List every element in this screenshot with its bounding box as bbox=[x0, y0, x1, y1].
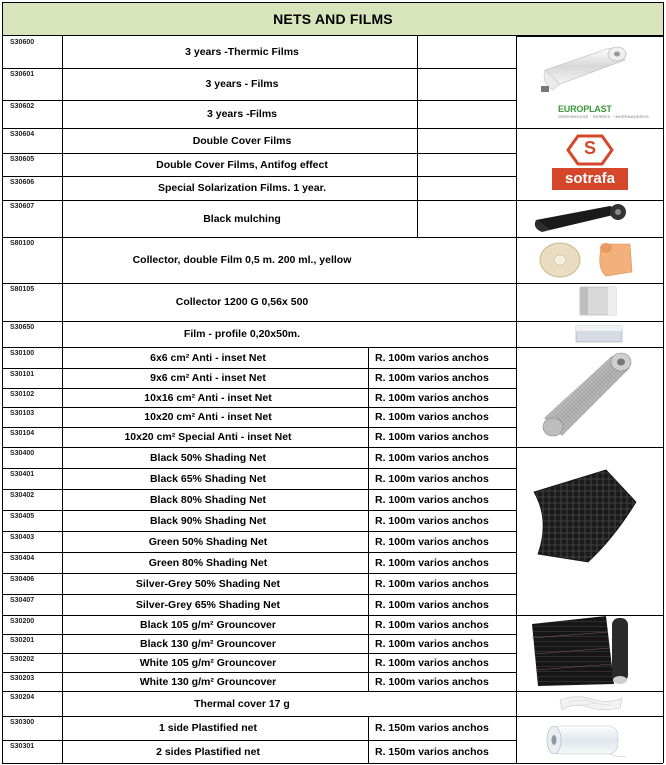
roll-size: R. 100m varios anchos bbox=[375, 493, 489, 506]
film-profile-image bbox=[574, 323, 626, 345]
groundcover-image bbox=[528, 614, 634, 688]
product-description: Black 80% Shading Net bbox=[149, 493, 267, 506]
roll-size: R. 100m varios anchos bbox=[375, 391, 489, 404]
grid-line bbox=[2, 321, 516, 322]
grid-line bbox=[2, 128, 516, 129]
collector-roll-image bbox=[574, 285, 624, 317]
product-description: Black 90% Shading Net bbox=[149, 514, 267, 527]
grid-line bbox=[2, 283, 516, 284]
grid-line bbox=[62, 36, 63, 763]
roll-size: R. 100m varios anchos bbox=[375, 535, 489, 548]
product-description: Film - profile 0,20x50m. bbox=[183, 328, 301, 340]
grid-line bbox=[2, 716, 516, 717]
roll-size: R. 100m varios anchos bbox=[375, 411, 489, 423]
grid-line bbox=[516, 36, 517, 763]
grid-line bbox=[2, 594, 516, 595]
product-code: S30402 bbox=[10, 492, 35, 499]
europlast-logo-text: EUROPLAST bbox=[558, 104, 612, 114]
roll-size: R. 100m varios anchos bbox=[375, 431, 489, 443]
grid-line bbox=[2, 552, 516, 553]
grid-line bbox=[2, 68, 516, 69]
grid-line bbox=[2, 153, 516, 154]
grid-line bbox=[368, 347, 369, 691]
grid-line bbox=[2, 573, 516, 574]
europlast-logo-sub: GREENHOUSE · SERRES · INVERNADEROS bbox=[558, 114, 649, 119]
grid-line bbox=[2, 468, 516, 469]
grid-line bbox=[2, 237, 516, 238]
product-description: Black 105 g/m² Grouncover bbox=[140, 618, 276, 631]
grid-line bbox=[2, 531, 516, 532]
product-description: 2 sides Plastified net bbox=[156, 745, 260, 758]
product-code: S30606 bbox=[10, 179, 35, 186]
shading-net-image bbox=[528, 458, 640, 570]
grid-line bbox=[2, 489, 516, 490]
film-roll-image bbox=[525, 40, 635, 98]
product-code: S30103 bbox=[10, 410, 35, 417]
grid-line bbox=[2, 763, 663, 764]
page-title-text: NETS AND FILMS bbox=[273, 11, 393, 27]
roll-size: R. 100m varios anchos bbox=[375, 598, 489, 611]
product-code: S30403 bbox=[10, 534, 35, 541]
grid-line bbox=[2, 36, 3, 763]
anti-insect-net-roll-image bbox=[530, 350, 636, 444]
grid-line bbox=[2, 176, 516, 177]
grid-line bbox=[2, 368, 516, 369]
product-description: Black 65% Shading Net bbox=[149, 472, 267, 485]
grid-line bbox=[2, 427, 516, 428]
product-code: S30102 bbox=[10, 391, 35, 398]
product-code: S30204 bbox=[10, 694, 35, 701]
product-code: S30201 bbox=[10, 637, 35, 644]
product-description: White 105 g/m² Grouncover bbox=[139, 656, 277, 669]
grid-line bbox=[2, 634, 516, 635]
sotrafa-mark: S bbox=[583, 138, 596, 158]
product-description: White 130 g/m² Grouncover bbox=[139, 675, 277, 688]
product-description: Double Cover Films, Antifog effect bbox=[156, 158, 328, 171]
grid-line bbox=[2, 447, 516, 448]
product-description: 9x6 cm² Anti - inset Net bbox=[150, 372, 266, 384]
product-code: S30100 bbox=[10, 350, 35, 357]
collector-rolls-image bbox=[536, 238, 636, 280]
grid-line bbox=[2, 740, 516, 741]
product-code: S30600 bbox=[10, 39, 35, 46]
product-description: 10x20 cm² Anti - inset Net bbox=[144, 411, 272, 423]
product-code: S30604 bbox=[10, 131, 35, 138]
product-code: S30406 bbox=[10, 576, 35, 583]
grid-line bbox=[516, 36, 663, 37]
product-code: S80100 bbox=[10, 240, 35, 247]
grid-line bbox=[417, 36, 418, 237]
roll-size: R. 100m varios anchos bbox=[375, 351, 489, 364]
plastified-net-roll-image bbox=[540, 720, 630, 762]
sotrafa-logo bbox=[552, 132, 628, 196]
grid-line bbox=[2, 100, 516, 101]
grid-line bbox=[2, 672, 516, 673]
grid-line bbox=[2, 510, 516, 511]
table-row bbox=[2, 573, 664, 594]
product-description: 1 side Plastified net bbox=[158, 722, 258, 734]
grid-line bbox=[516, 347, 663, 348]
product-description: Special Solarization Films. 1 year. bbox=[157, 182, 327, 194]
product-code: S30407 bbox=[10, 597, 35, 604]
product-description: Double Cover Films bbox=[192, 134, 292, 147]
roll-size: R. 100m varios anchos bbox=[375, 637, 489, 650]
product-code: S30300 bbox=[10, 719, 35, 726]
product-description: 10x16 cm² Anti - inset Net bbox=[144, 391, 272, 404]
grid-line bbox=[516, 321, 663, 322]
product-code: S30203 bbox=[10, 675, 35, 682]
roll-size: R. 150m varios anchos bbox=[375, 722, 489, 734]
product-description: Black 130 g/m² Grouncover bbox=[140, 637, 276, 650]
table-row bbox=[2, 594, 664, 615]
product-description: Collector, double Film 0,5 m. 200 ml., yellow bbox=[132, 254, 352, 266]
grid-line bbox=[516, 283, 663, 284]
product-code: S80105 bbox=[10, 286, 35, 293]
product-code: S30401 bbox=[10, 471, 35, 478]
product-description: Green 80% Shading Net bbox=[148, 556, 268, 569]
grid-line bbox=[2, 653, 516, 654]
roll-size: R. 100m varios anchos bbox=[375, 514, 489, 527]
product-description: 3 years -Films bbox=[206, 108, 278, 120]
grid-line bbox=[2, 407, 516, 408]
product-description: Silver-Grey 50% Shading Net bbox=[135, 577, 281, 590]
grid-line bbox=[2, 615, 516, 616]
product-description: Black mulching bbox=[203, 212, 281, 225]
product-code: S30602 bbox=[10, 103, 35, 110]
roll-size: R. 100m varios anchos bbox=[375, 472, 489, 485]
grid-line bbox=[516, 128, 663, 129]
product-code: S30200 bbox=[10, 618, 35, 625]
table-row bbox=[2, 283, 664, 321]
product-code: S30605 bbox=[10, 156, 35, 163]
product-description: 10x20 cm² Special Anti - inset Net bbox=[124, 431, 292, 443]
product-description: Collector 1200 G 0,56x 500 bbox=[175, 296, 309, 308]
grid-line bbox=[2, 347, 516, 348]
product-code: S30104 bbox=[10, 430, 35, 437]
product-code: S30101 bbox=[10, 371, 35, 378]
roll-size: R. 100m varios anchos bbox=[375, 577, 489, 590]
grid-line bbox=[368, 716, 369, 763]
sotrafa-wordmark: sotrafa bbox=[552, 168, 628, 190]
product-code: S30405 bbox=[10, 513, 35, 520]
black-mulching-roll-image bbox=[530, 200, 636, 234]
product-description: Silver-Grey 65% Shading Net bbox=[135, 598, 281, 611]
grid-line bbox=[663, 36, 664, 763]
product-description: 3 years - Films bbox=[205, 78, 279, 90]
grid-line bbox=[2, 388, 516, 389]
product-code: S30650 bbox=[10, 324, 35, 331]
grid-line bbox=[516, 447, 663, 448]
roll-size: R. 100m varios anchos bbox=[375, 556, 489, 569]
table-row bbox=[2, 321, 664, 347]
grid-line bbox=[516, 716, 663, 717]
product-description: 6x6 cm² Anti - inset Net bbox=[150, 351, 266, 364]
product-code: S30404 bbox=[10, 555, 35, 562]
roll-size: R. 100m varios anchos bbox=[375, 451, 489, 464]
roll-size: R. 150m varios anchos bbox=[375, 745, 489, 758]
roll-size: R. 100m varios anchos bbox=[375, 372, 489, 384]
product-code: S30400 bbox=[10, 450, 35, 457]
europlast-logo bbox=[558, 104, 649, 119]
product-description: 3 years -Thermic Films bbox=[185, 46, 299, 58]
page-title bbox=[2, 2, 664, 36]
product-description: Black 50% Shading Net bbox=[149, 451, 267, 464]
roll-size: R. 100m varios anchos bbox=[375, 656, 489, 669]
roll-size: R. 100m varios anchos bbox=[375, 675, 489, 688]
product-code: S30301 bbox=[10, 743, 35, 750]
product-description: Thermal cover 17 g bbox=[194, 697, 290, 710]
product-code: S30607 bbox=[10, 203, 35, 210]
grid-line bbox=[2, 691, 516, 692]
product-code: S30202 bbox=[10, 656, 35, 663]
product-description: Green 50% Shading Net bbox=[148, 535, 268, 548]
thermal-cover-image bbox=[558, 692, 624, 714]
roll-size: R. 100m varios anchos bbox=[375, 618, 489, 631]
product-code: S30601 bbox=[10, 71, 35, 78]
grid-line bbox=[2, 200, 516, 201]
